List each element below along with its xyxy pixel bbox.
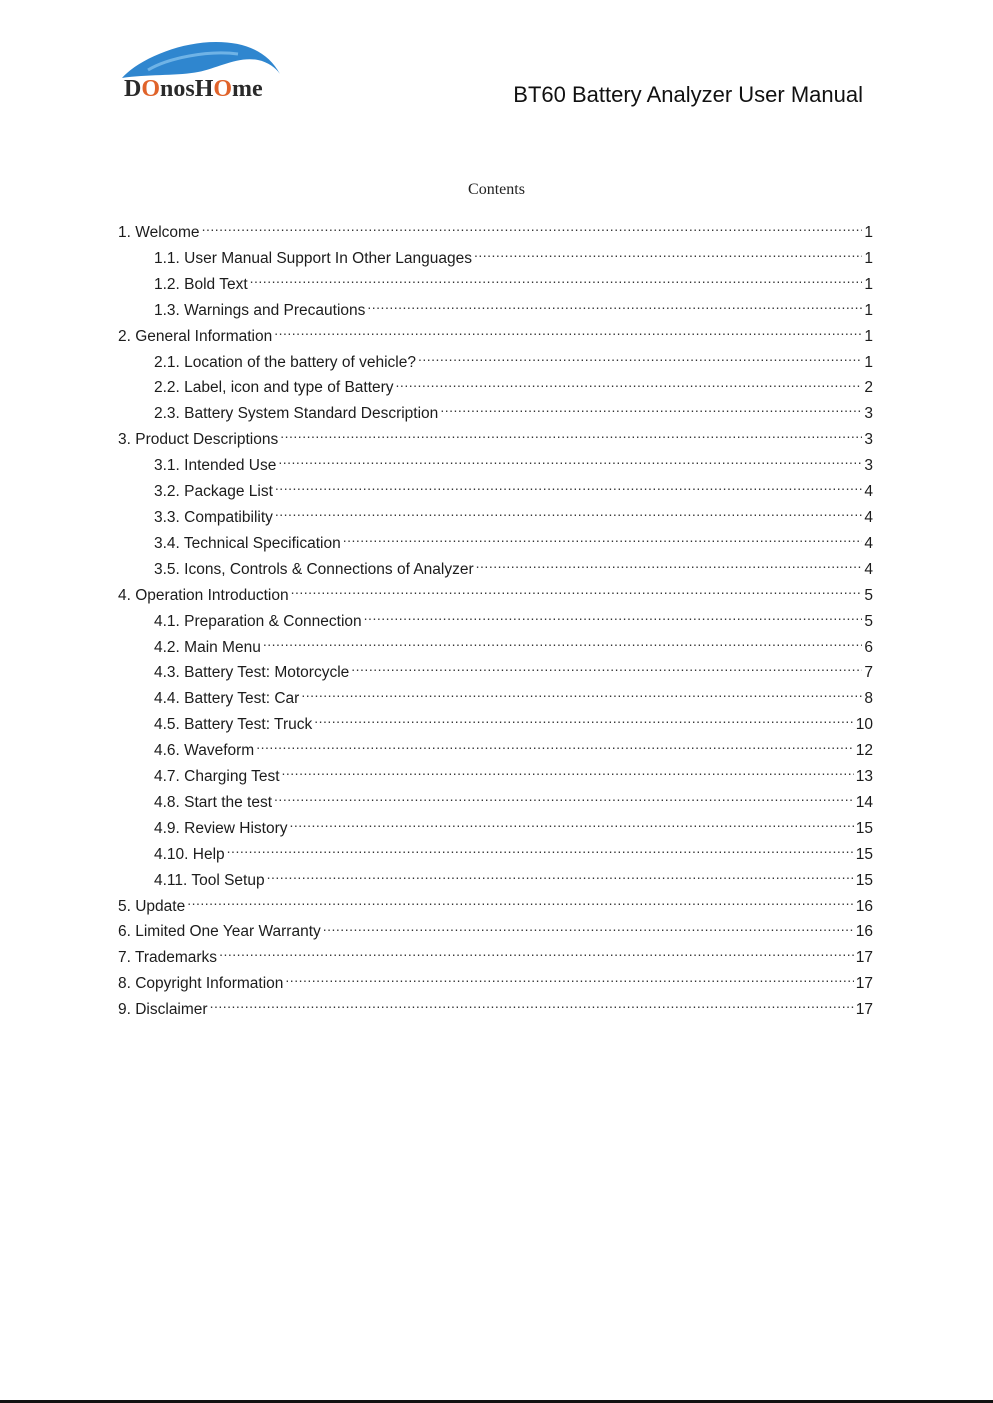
toc-dot-leader — [202, 223, 863, 237]
toc-dot-leader — [291, 586, 863, 600]
toc-entry-label: 4.1. Preparation & Connection — [154, 612, 362, 630]
toc-dot-leader — [275, 508, 862, 522]
toc-entry-page-number: 1 — [864, 301, 873, 319]
toc-entry-label: 2.2. Label, icon and type of Battery — [154, 379, 394, 397]
toc-entry-page-number: 8 — [864, 690, 873, 708]
toc-entry[interactable] — [118, 919, 873, 945]
toc-entry-page-number: 17 — [855, 975, 873, 993]
toc-entry-label: 4.2. Main Menu — [154, 638, 261, 656]
document-title: BT60 Battery Analyzer User Manual — [513, 82, 863, 107]
toc-dot-leader — [282, 767, 854, 781]
toc-entry[interactable] — [118, 272, 873, 298]
toc-dot-leader — [396, 378, 863, 392]
toc-dot-leader — [364, 612, 863, 626]
toc-entry-label: 7. Trademarks — [118, 949, 218, 967]
toc-entry-page-number: 3 — [864, 457, 873, 475]
toc-entry-page-number: 13 — [855, 768, 873, 786]
toc-entry[interactable] — [118, 971, 873, 997]
toc-entry-label: 2. General Information — [118, 327, 273, 345]
toc-entry-label: 2.1. Location of the battery of vehicle? — [154, 353, 416, 371]
toc-dot-leader — [263, 638, 863, 652]
toc-entry-label: 8. Copyright Information — [118, 975, 284, 993]
toc-entry-page-number: 15 — [855, 845, 873, 863]
toc-entry[interactable] — [118, 660, 873, 686]
toc-entry-page-number: 4 — [864, 508, 873, 526]
toc-entry[interactable] — [118, 479, 873, 505]
toc-entry-page-number: 5 — [864, 612, 873, 630]
toc-entry-label: 1.3. Warnings and Precautions — [154, 301, 366, 319]
toc-dot-leader — [323, 922, 854, 936]
toc-entry[interactable] — [118, 401, 873, 427]
toc-entry-label: 1.2. Bold Text — [154, 275, 248, 293]
toc-dot-leader — [285, 974, 853, 988]
toc-entry-label: 3.5. Icons, Controls & Connections of Analyzer — [154, 560, 474, 578]
toc-entry-label: 4. Operation Introduction — [118, 586, 289, 604]
toc-dot-leader — [210, 1000, 854, 1014]
toc-entry[interactable] — [118, 712, 873, 738]
toc-entry[interactable] — [118, 894, 873, 920]
toc-entry[interactable] — [118, 842, 873, 868]
toc-entry-label: 1.1. User Manual Support In Other Languages — [154, 249, 472, 267]
toc-dot-leader — [278, 456, 862, 470]
toc-entry-label: 4.11. Tool Setup — [154, 871, 265, 889]
toc-entry-label: 6. Limited One Year Warranty — [118, 923, 321, 941]
toc-entry-page-number: 2 — [864, 379, 873, 397]
toc-entry-page-number: 6 — [864, 638, 873, 656]
toc-dot-leader — [290, 819, 854, 833]
toc-entry[interactable] — [118, 945, 873, 971]
toc-entry-page-number: 1 — [864, 275, 873, 293]
toc-entry[interactable] — [118, 583, 873, 609]
toc-entry-label: 2.3. Battery System Standard Description — [154, 405, 439, 423]
toc-dot-leader — [275, 482, 862, 496]
toc-entry-page-number: 1 — [864, 249, 873, 267]
toc-entry-page-number: 10 — [855, 716, 873, 734]
contents-heading: Contents — [468, 181, 525, 198]
toc-entry[interactable] — [118, 609, 873, 635]
toc-entry[interactable] — [118, 453, 873, 479]
toc-entry[interactable] — [118, 790, 873, 816]
toc-dot-leader — [351, 663, 862, 677]
toc-dot-leader — [256, 741, 854, 755]
toc-entry-page-number: 14 — [855, 793, 873, 811]
toc-entry[interactable] — [118, 738, 873, 764]
toc-entry-label: 4.9. Review History — [154, 819, 288, 837]
toc-dot-leader — [367, 301, 862, 315]
toc-dot-leader — [314, 715, 854, 729]
toc-dot-leader — [250, 275, 863, 289]
table-of-contents — [118, 220, 873, 1023]
toc-entry[interactable] — [118, 997, 873, 1023]
toc-entry-label: 3.1. Intended Use — [154, 457, 277, 475]
toc-entry-label: 1. Welcome — [118, 224, 200, 241]
toc-dot-leader — [267, 871, 854, 885]
toc-entry[interactable] — [118, 220, 873, 246]
toc-entry[interactable] — [118, 816, 873, 842]
toc-entry[interactable] — [118, 375, 873, 401]
toc-entry[interactable] — [118, 635, 873, 661]
toc-entry-page-number: 4 — [864, 534, 873, 552]
toc-entry-label: 4.8. Start the test — [154, 793, 273, 811]
toc-entry[interactable] — [118, 868, 873, 894]
toc-entry[interactable] — [118, 505, 873, 531]
toc-dot-leader — [343, 534, 863, 548]
toc-entry[interactable] — [118, 246, 873, 272]
toc-entry-page-number: 3 — [864, 405, 873, 423]
toc-entry-label: 4.7. Charging Test — [154, 768, 280, 786]
toc-entry-page-number: 15 — [855, 819, 873, 837]
toc-entry-page-number: 3 — [864, 431, 873, 449]
toc-entry-page-number: 4 — [864, 560, 873, 578]
toc-entry[interactable] — [118, 427, 873, 453]
toc-entry-page-number: 17 — [855, 949, 873, 967]
toc-entry-page-number: 1 — [864, 224, 873, 241]
toc-dot-leader — [301, 689, 862, 703]
toc-entry[interactable] — [118, 531, 873, 557]
toc-entry[interactable] — [118, 557, 873, 583]
toc-entry-page-number: 17 — [855, 1001, 873, 1019]
toc-entry-page-number: 7 — [864, 664, 873, 682]
toc-entry-page-number: 16 — [855, 897, 873, 915]
toc-entry-label: 3.3. Compatibility — [154, 508, 273, 526]
toc-entry-page-number: 15 — [855, 871, 873, 889]
toc-entry[interactable] — [118, 686, 873, 712]
toc-entry-label: 4.4. Battery Test: Car — [154, 690, 300, 708]
toc-entry-label: 5. Update — [118, 897, 186, 915]
toc-entry-label: 3.4. Technical Specification — [154, 534, 341, 552]
toc-entry[interactable] — [118, 764, 873, 790]
toc-entry-page-number: 1 — [864, 353, 873, 371]
brand-logo — [118, 38, 286, 108]
toc-entry[interactable] — [118, 350, 873, 376]
toc-dot-leader — [418, 353, 862, 367]
toc-entry-page-number: 1 — [864, 327, 873, 345]
toc-entry-label: 4.6. Waveform — [154, 742, 255, 760]
toc-entry[interactable] — [118, 298, 873, 324]
toc-dot-leader — [476, 560, 863, 574]
toc-dot-leader — [219, 948, 854, 962]
toc-dot-leader — [274, 327, 862, 341]
toc-entry-label: 9. Disclaimer — [118, 1001, 208, 1019]
toc-entry-label: 4.3. Battery Test: Motorcycle — [154, 664, 350, 682]
toc-dot-leader — [280, 430, 862, 444]
toc-dot-leader — [440, 404, 862, 418]
toc-dot-leader — [227, 845, 854, 859]
toc-dot-leader — [274, 793, 854, 807]
toc-entry-page-number: 4 — [864, 483, 873, 501]
toc-entry-page-number: 16 — [855, 923, 873, 941]
toc-entry-label: 3. Product Descriptions — [118, 431, 279, 449]
toc-dot-leader — [474, 249, 862, 263]
toc-entry-label: 3.2. Package List — [154, 483, 273, 501]
toc-dot-leader — [187, 897, 854, 911]
toc-entry-page-number: 12 — [855, 742, 873, 760]
logo-wordmark: DOnosHOme — [124, 76, 263, 102]
toc-entry-label: 4.10. Help — [154, 845, 225, 863]
toc-entry-label: 4.5. Battery Test: Truck — [154, 716, 313, 734]
toc-entry[interactable] — [118, 324, 873, 350]
toc-entry-page-number: 5 — [864, 586, 873, 604]
